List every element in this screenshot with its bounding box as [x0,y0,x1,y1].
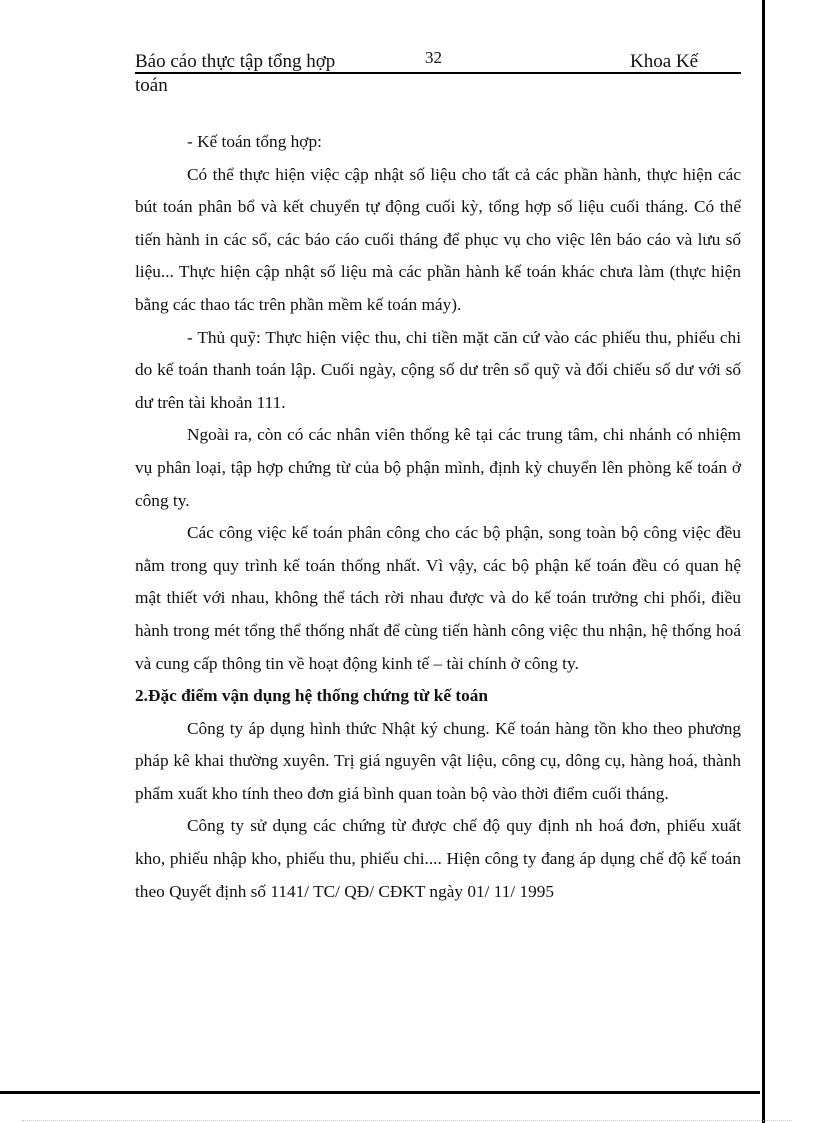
paragraph-bookkeeping-form: Công ty áp dụng hình thức Nhật ký chung. Kế toán hàng tồn kho theo phương pháp kê khai thường xuyên. Trị giá nguyên vật liệu, công cụ, dông cụ, hàng hoá, thành phẩm xuất kho tính theo đơn giá bình quan toàn bộ vào thời điểm cuối tháng. [135,718,741,803]
page-border-right [762,0,765,1123]
page-border-bottom [0,1091,760,1094]
header-department-continued: toán [135,75,168,96]
section-heading: 2.Đặc điểm vận dụng hệ thống chứng từ kế toán [135,686,488,706]
header-title: Báo cáo thực tập tổng hợp [135,51,336,72]
paragraph-general-accounting-duties: Có thể thực hiện việc cập nhật số liệu cho tất cả các phần hành, thực hiện các bút toán phân bổ và kết chuyển tự động cuối kỳ, tổng hợp số liệu cuối tháng. Có thể tiến hành in các sổ, các báo cáo cuối tháng để phục vụ cho việc lên báo cáo và lưu số liệu... Thực hiện cập nhật số liệu mà các phần hành kế toán khác chưa làm (thực hiện bằng các thao tác trên phần mềm kế toán máy). [135,164,741,314]
paragraph-statistics-staff: Ngoài ra, còn có các nhân viên thống kê tại các trung tâm, chi nhánh có nhiệm vụ phân loại, tập hợp chứng từ của bộ phận mình, định kỳ chuyển lên phòng kế toán ở công ty. [135,425,741,510]
paragraph-general-accounting-label: - Kế toán tổng hợp: [187,132,322,151]
document-body [135,126,741,908]
page-edge-dotted [22,1120,792,1121]
page-number: 32 [425,48,442,67]
header-rule [135,72,741,74]
paragraph-organization: Các công việc kế toán phân công cho các bộ phận, song toàn bộ công việc đều nằm trong quy trình kế toán thống nhất. Vì vậy, các bộ phận kế toán đều có quan hệ mật thiết với nhau, không thể tách rời nhau được và do kế toán trưởng chi phối, điều hành trong mét tổng thể thống nhất để cùng tiến hành công việc thu nhận, hệ thống hoá và cung cấp thông tin về hoạt động kinh tế – tài chính ở công ty. [135,523,741,673]
paragraph-vouchers: Công ty sử dụng các chứng từ được chế độ quy định nh hoá đơn, phiếu xuất kho, phiếu nhập kho, phiếu thu, phiếu chi.... Hiện công ty đang áp dụng chế độ kế toán theo Quyết định số 1141/ TC/ QĐ/ CĐKT ngày 01/ 11/ 1995 [135,816,741,901]
paragraph-cashier: - Thủ quỹ: Thực hiện việc thu, chi tiền mặt căn cứ vào các phiếu thu, phiếu chi do kế toán thanh toán lập. Cuối ngày, cộng số dư trên sổ quỹ và đối chiếu số dư với số dư trên tài khoản 111. [135,327,741,412]
page-header [135,48,741,98]
header-department: Khoa Kế [630,51,699,72]
